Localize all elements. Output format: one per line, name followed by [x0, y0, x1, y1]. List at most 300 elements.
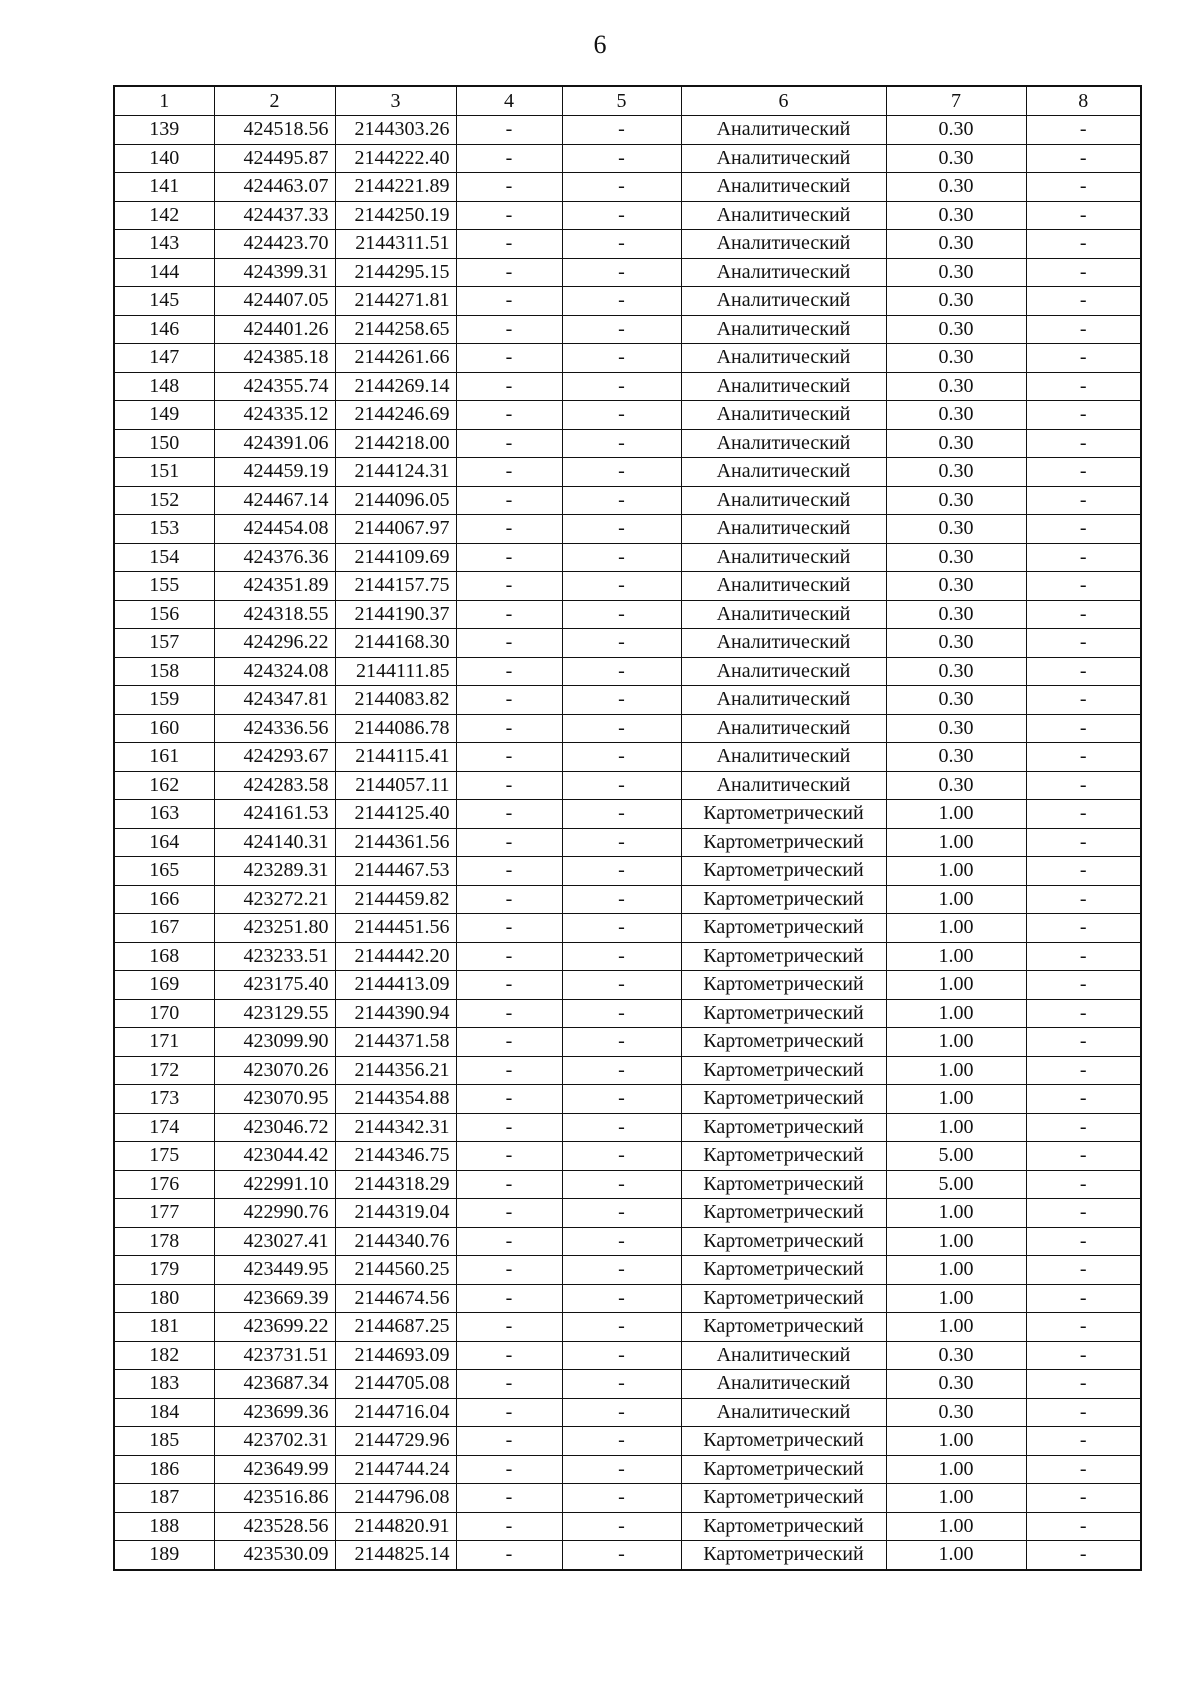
- column-4-cell: -: [456, 315, 562, 344]
- table-row: [114, 942, 1141, 971]
- y-coordinate-cell: 2144115.41: [335, 743, 456, 772]
- column-8-cell: -: [1026, 714, 1141, 743]
- column-4-cell: -: [456, 657, 562, 686]
- accuracy-cell: 0.30: [886, 401, 1026, 430]
- method-cell: Картометрический: [681, 1170, 886, 1199]
- accuracy-cell: 1.00: [886, 1541, 1026, 1570]
- table-row: [114, 1484, 1141, 1513]
- x-coordinate-cell: 424518.56: [214, 116, 335, 145]
- column-5-cell: -: [562, 1512, 681, 1541]
- column-8-cell: -: [1026, 1455, 1141, 1484]
- column-8-cell: -: [1026, 600, 1141, 629]
- method-cell: Аналитический: [681, 401, 886, 430]
- column-5-cell: -: [562, 372, 681, 401]
- method-cell: Аналитический: [681, 144, 886, 173]
- accuracy-cell: 1.00: [886, 857, 1026, 886]
- column-5-cell: -: [562, 1313, 681, 1342]
- column-4-cell: -: [456, 144, 562, 173]
- column-4-cell: -: [456, 1284, 562, 1313]
- point-number-cell: 140: [114, 144, 214, 173]
- method-cell: Аналитический: [681, 657, 886, 686]
- column-4-cell: -: [456, 572, 562, 601]
- point-number-cell: 167: [114, 914, 214, 943]
- method-cell: Аналитический: [681, 116, 886, 145]
- point-number-cell: 158: [114, 657, 214, 686]
- y-coordinate-cell: 2144067.97: [335, 515, 456, 544]
- column-5-cell: -: [562, 1256, 681, 1285]
- column-5-cell: -: [562, 857, 681, 886]
- point-number-cell: 186: [114, 1455, 214, 1484]
- x-coordinate-cell: 423272.21: [214, 885, 335, 914]
- method-cell: Картометрический: [681, 1484, 886, 1513]
- column-8-cell: -: [1026, 914, 1141, 943]
- method-cell: Аналитический: [681, 543, 886, 572]
- column-8-cell: -: [1026, 1398, 1141, 1427]
- column-5-cell: -: [562, 543, 681, 572]
- point-number-cell: 168: [114, 942, 214, 971]
- accuracy-cell: 0.30: [886, 686, 1026, 715]
- column-8-cell: -: [1026, 1170, 1141, 1199]
- point-number-cell: 144: [114, 258, 214, 287]
- column-4-cell: -: [456, 828, 562, 857]
- column-5-cell: -: [562, 1227, 681, 1256]
- y-coordinate-cell: 2144716.04: [335, 1398, 456, 1427]
- table-row: [114, 800, 1141, 829]
- column-5-cell: -: [562, 315, 681, 344]
- accuracy-cell: 0.30: [886, 173, 1026, 202]
- method-cell: Аналитический: [681, 629, 886, 658]
- y-coordinate-cell: 2144451.56: [335, 914, 456, 943]
- accuracy-cell: 1.00: [886, 1484, 1026, 1513]
- column-4-cell: -: [456, 857, 562, 886]
- method-cell: Картометрический: [681, 1113, 886, 1142]
- column-4-cell: -: [456, 942, 562, 971]
- point-number-cell: 171: [114, 1028, 214, 1057]
- column-5-cell: -: [562, 1427, 681, 1456]
- method-cell: Аналитический: [681, 1341, 886, 1370]
- y-coordinate-cell: 2144390.94: [335, 999, 456, 1028]
- accuracy-cell: 1.00: [886, 1028, 1026, 1057]
- accuracy-cell: 1.00: [886, 1199, 1026, 1228]
- point-number-cell: 170: [114, 999, 214, 1028]
- column-8-cell: -: [1026, 1284, 1141, 1313]
- method-cell: Картометрический: [681, 1085, 886, 1114]
- table-row: [114, 657, 1141, 686]
- column-5-cell: -: [562, 1113, 681, 1142]
- table-row: [114, 999, 1141, 1028]
- column-4-cell: -: [456, 1113, 562, 1142]
- y-coordinate-cell: 2144744.24: [335, 1455, 456, 1484]
- column-8-cell: -: [1026, 230, 1141, 259]
- point-number-cell: 169: [114, 971, 214, 1000]
- accuracy-cell: 0.30: [886, 629, 1026, 658]
- accuracy-cell: 1.00: [886, 914, 1026, 943]
- y-coordinate-cell: 2144413.09: [335, 971, 456, 1000]
- page-number: 6: [593, 30, 607, 59]
- accuracy-cell: 0.30: [886, 429, 1026, 458]
- column-4-cell: -: [456, 1341, 562, 1370]
- method-cell: Картометрический: [681, 885, 886, 914]
- y-coordinate-cell: 2144674.56: [335, 1284, 456, 1313]
- method-cell: Картометрический: [681, 1284, 886, 1313]
- accuracy-cell: 5.00: [886, 1142, 1026, 1171]
- method-cell: Аналитический: [681, 372, 886, 401]
- table-row: [114, 1256, 1141, 1285]
- point-number-cell: 179: [114, 1256, 214, 1285]
- method-cell: Картометрический: [681, 1142, 886, 1171]
- accuracy-cell: 1.00: [886, 1113, 1026, 1142]
- y-coordinate-cell: 2144311.51: [335, 230, 456, 259]
- column-5-cell: -: [562, 1085, 681, 1114]
- point-number-cell: 181: [114, 1313, 214, 1342]
- y-coordinate-cell: 2144467.53: [335, 857, 456, 886]
- table-row: [114, 1056, 1141, 1085]
- x-coordinate-cell: 424423.70: [214, 230, 335, 259]
- method-cell: Картометрический: [681, 1256, 886, 1285]
- x-coordinate-cell: 423702.31: [214, 1427, 335, 1456]
- point-number-cell: 177: [114, 1199, 214, 1228]
- column-8-cell: -: [1026, 458, 1141, 487]
- column-4-cell: -: [456, 1541, 562, 1570]
- accuracy-cell: 0.30: [886, 714, 1026, 743]
- accuracy-cell: 0.30: [886, 258, 1026, 287]
- method-cell: Картометрический: [681, 999, 886, 1028]
- table-row: [114, 116, 1141, 145]
- column-header-7: 7: [886, 86, 1026, 116]
- method-cell: Аналитический: [681, 686, 886, 715]
- table-row: [114, 287, 1141, 316]
- method-cell: Картометрический: [681, 971, 886, 1000]
- column-5-cell: -: [562, 344, 681, 373]
- column-5-cell: -: [562, 401, 681, 430]
- column-4-cell: -: [456, 885, 562, 914]
- column-8-cell: -: [1026, 1541, 1141, 1570]
- y-coordinate-cell: 2144250.19: [335, 201, 456, 230]
- point-number-cell: 139: [114, 116, 214, 145]
- y-coordinate-cell: 2144111.85: [335, 657, 456, 686]
- column-5-cell: -: [562, 1370, 681, 1399]
- x-coordinate-cell: 424437.33: [214, 201, 335, 230]
- point-number-cell: 174: [114, 1113, 214, 1142]
- table-row: [114, 743, 1141, 772]
- y-coordinate-cell: 2144096.05: [335, 486, 456, 515]
- table-row: [114, 1541, 1141, 1570]
- y-coordinate-cell: 2144125.40: [335, 800, 456, 829]
- x-coordinate-cell: 424401.26: [214, 315, 335, 344]
- accuracy-cell: 0.30: [886, 116, 1026, 145]
- y-coordinate-cell: 2144729.96: [335, 1427, 456, 1456]
- y-coordinate-cell: 2144342.31: [335, 1113, 456, 1142]
- method-cell: Картометрический: [681, 1227, 886, 1256]
- column-4-cell: -: [456, 629, 562, 658]
- x-coordinate-cell: 423289.31: [214, 857, 335, 886]
- column-header-2: 2: [214, 86, 335, 116]
- y-coordinate-cell: 2144295.15: [335, 258, 456, 287]
- x-coordinate-cell: 423649.99: [214, 1455, 335, 1484]
- x-coordinate-cell: 423233.51: [214, 942, 335, 971]
- accuracy-cell: 1.00: [886, 1455, 1026, 1484]
- y-coordinate-cell: 2144303.26: [335, 116, 456, 145]
- column-5-cell: -: [562, 629, 681, 658]
- column-5-cell: -: [562, 714, 681, 743]
- y-coordinate-cell: 2144340.76: [335, 1227, 456, 1256]
- column-8-cell: -: [1026, 144, 1141, 173]
- method-cell: Картометрический: [681, 1455, 886, 1484]
- x-coordinate-cell: 424293.67: [214, 743, 335, 772]
- column-8-cell: -: [1026, 800, 1141, 829]
- point-number-cell: 157: [114, 629, 214, 658]
- point-number-cell: 153: [114, 515, 214, 544]
- column-4-cell: -: [456, 173, 562, 202]
- accuracy-cell: 1.00: [886, 1056, 1026, 1085]
- column-8-cell: -: [1026, 429, 1141, 458]
- accuracy-cell: 1.00: [886, 1227, 1026, 1256]
- column-8-cell: -: [1026, 1512, 1141, 1541]
- accuracy-cell: 1.00: [886, 971, 1026, 1000]
- point-number-cell: 156: [114, 600, 214, 629]
- column-5-cell: -: [562, 515, 681, 544]
- x-coordinate-cell: 424351.89: [214, 572, 335, 601]
- point-number-cell: 176: [114, 1170, 214, 1199]
- table-row: [114, 857, 1141, 886]
- accuracy-cell: 1.00: [886, 1427, 1026, 1456]
- column-8-cell: -: [1026, 572, 1141, 601]
- table-row: [114, 971, 1141, 1000]
- accuracy-cell: 0.30: [886, 144, 1026, 173]
- x-coordinate-cell: 424161.53: [214, 800, 335, 829]
- y-coordinate-cell: 2144318.29: [335, 1170, 456, 1199]
- x-coordinate-cell: 424296.22: [214, 629, 335, 658]
- accuracy-cell: 1.00: [886, 800, 1026, 829]
- y-coordinate-cell: 2144258.65: [335, 315, 456, 344]
- point-number-cell: 180: [114, 1284, 214, 1313]
- accuracy-cell: 1.00: [886, 1256, 1026, 1285]
- y-coordinate-cell: 2144354.88: [335, 1085, 456, 1114]
- x-coordinate-cell: 424463.07: [214, 173, 335, 202]
- column-header-1: 1: [114, 86, 214, 116]
- point-number-cell: 145: [114, 287, 214, 316]
- method-cell: Аналитический: [681, 743, 886, 772]
- column-8-cell: -: [1026, 401, 1141, 430]
- column-8-cell: -: [1026, 1056, 1141, 1085]
- point-number-cell: 172: [114, 1056, 214, 1085]
- y-coordinate-cell: 2144246.69: [335, 401, 456, 430]
- column-8-cell: -: [1026, 1028, 1141, 1057]
- table-row: [114, 372, 1141, 401]
- accuracy-cell: 0.30: [886, 458, 1026, 487]
- column-8-cell: -: [1026, 828, 1141, 857]
- x-coordinate-cell: 423699.36: [214, 1398, 335, 1427]
- column-5-cell: -: [562, 885, 681, 914]
- table-row: [114, 600, 1141, 629]
- column-5-cell: -: [562, 173, 681, 202]
- accuracy-cell: 1.00: [886, 1284, 1026, 1313]
- x-coordinate-cell: 424347.81: [214, 686, 335, 715]
- column-8-cell: -: [1026, 999, 1141, 1028]
- point-number-cell: 155: [114, 572, 214, 601]
- table-row: [114, 458, 1141, 487]
- column-5-cell: -: [562, 1142, 681, 1171]
- column-8-cell: -: [1026, 1085, 1141, 1114]
- column-8-cell: -: [1026, 1199, 1141, 1228]
- accuracy-cell: 0.30: [886, 372, 1026, 401]
- column-5-cell: -: [562, 1455, 681, 1484]
- column-5-cell: -: [562, 657, 681, 686]
- x-coordinate-cell: 424140.31: [214, 828, 335, 857]
- method-cell: Аналитический: [681, 1370, 886, 1399]
- column-4-cell: -: [456, 771, 562, 800]
- x-coordinate-cell: 424467.14: [214, 486, 335, 515]
- column-8-cell: -: [1026, 629, 1141, 658]
- accuracy-cell: 0.30: [886, 600, 1026, 629]
- method-cell: Аналитический: [681, 572, 886, 601]
- column-4-cell: -: [456, 258, 562, 287]
- table-row: [114, 230, 1141, 259]
- column-5-cell: -: [562, 429, 681, 458]
- point-number-cell: 150: [114, 429, 214, 458]
- accuracy-cell: 0.30: [886, 287, 1026, 316]
- method-cell: Аналитический: [681, 173, 886, 202]
- column-4-cell: -: [456, 458, 562, 487]
- column-4-cell: -: [456, 1085, 562, 1114]
- column-5-cell: -: [562, 686, 681, 715]
- accuracy-cell: 0.30: [886, 771, 1026, 800]
- column-8-cell: -: [1026, 771, 1141, 800]
- point-number-cell: 183: [114, 1370, 214, 1399]
- column-5-cell: -: [562, 572, 681, 601]
- accuracy-cell: 0.30: [886, 515, 1026, 544]
- y-coordinate-cell: 2144271.81: [335, 287, 456, 316]
- point-number-cell: 151: [114, 458, 214, 487]
- column-4-cell: -: [456, 1056, 562, 1085]
- table-row: [114, 885, 1141, 914]
- x-coordinate-cell: 424335.12: [214, 401, 335, 430]
- method-cell: Картометрический: [681, 1028, 886, 1057]
- accuracy-cell: 0.30: [886, 1398, 1026, 1427]
- accuracy-cell: 1.00: [886, 1313, 1026, 1342]
- coordinates-table: [113, 85, 1142, 1571]
- column-5-cell: -: [562, 1284, 681, 1313]
- method-cell: Картометрический: [681, 800, 886, 829]
- point-number-cell: 148: [114, 372, 214, 401]
- column-header-4: 4: [456, 86, 562, 116]
- column-5-cell: -: [562, 1398, 681, 1427]
- table-row: [114, 1455, 1141, 1484]
- x-coordinate-cell: 424454.08: [214, 515, 335, 544]
- y-coordinate-cell: 2144124.31: [335, 458, 456, 487]
- accuracy-cell: 0.30: [886, 1341, 1026, 1370]
- column-5-cell: -: [562, 1541, 681, 1570]
- column-4-cell: -: [456, 201, 562, 230]
- column-4-cell: -: [456, 971, 562, 1000]
- column-5-cell: -: [562, 486, 681, 515]
- method-cell: Картометрический: [681, 1427, 886, 1456]
- column-8-cell: -: [1026, 515, 1141, 544]
- column-4-cell: -: [456, 800, 562, 829]
- column-8-cell: -: [1026, 1227, 1141, 1256]
- table-row: [114, 572, 1141, 601]
- column-5-cell: -: [562, 743, 681, 772]
- column-header-6: 6: [681, 86, 886, 116]
- column-5-cell: -: [562, 144, 681, 173]
- y-coordinate-cell: 2144083.82: [335, 686, 456, 715]
- y-coordinate-cell: 2144190.37: [335, 600, 456, 629]
- column-5-cell: -: [562, 999, 681, 1028]
- column-4-cell: -: [456, 1484, 562, 1513]
- x-coordinate-cell: 424283.58: [214, 771, 335, 800]
- y-coordinate-cell: 2144820.91: [335, 1512, 456, 1541]
- column-4-cell: -: [456, 1256, 562, 1285]
- table-row: [114, 1113, 1141, 1142]
- x-coordinate-cell: 424355.74: [214, 372, 335, 401]
- table-row: [114, 1170, 1141, 1199]
- y-coordinate-cell: 2144222.40: [335, 144, 456, 173]
- x-coordinate-cell: 423099.90: [214, 1028, 335, 1057]
- point-number-cell: 149: [114, 401, 214, 430]
- column-8-cell: -: [1026, 315, 1141, 344]
- column-8-cell: -: [1026, 1142, 1141, 1171]
- column-4-cell: -: [456, 1370, 562, 1399]
- column-8-cell: -: [1026, 1113, 1141, 1142]
- x-coordinate-cell: 423070.95: [214, 1085, 335, 1114]
- point-number-cell: 147: [114, 344, 214, 373]
- table-row: [114, 401, 1141, 430]
- y-coordinate-cell: 2144346.75: [335, 1142, 456, 1171]
- table-header-row: [114, 86, 1141, 116]
- method-cell: Аналитический: [681, 201, 886, 230]
- table-row: [114, 1370, 1141, 1399]
- column-5-cell: -: [562, 116, 681, 145]
- column-5-cell: -: [562, 1056, 681, 1085]
- method-cell: Аналитический: [681, 344, 886, 373]
- table-row: [114, 1512, 1141, 1541]
- column-5-cell: -: [562, 914, 681, 943]
- table-row: [114, 515, 1141, 544]
- accuracy-cell: 1.00: [886, 1512, 1026, 1541]
- point-number-cell: 188: [114, 1512, 214, 1541]
- x-coordinate-cell: 423129.55: [214, 999, 335, 1028]
- x-coordinate-cell: 423044.42: [214, 1142, 335, 1171]
- point-number-cell: 141: [114, 173, 214, 202]
- column-8-cell: -: [1026, 287, 1141, 316]
- accuracy-cell: 1.00: [886, 885, 1026, 914]
- x-coordinate-cell: 423530.09: [214, 1541, 335, 1570]
- column-5-cell: -: [562, 1341, 681, 1370]
- column-8-cell: -: [1026, 1256, 1141, 1285]
- method-cell: Аналитический: [681, 258, 886, 287]
- column-8-cell: -: [1026, 857, 1141, 886]
- x-coordinate-cell: 423046.72: [214, 1113, 335, 1142]
- y-coordinate-cell: 2144157.75: [335, 572, 456, 601]
- column-8-cell: -: [1026, 1427, 1141, 1456]
- accuracy-cell: 0.30: [886, 230, 1026, 259]
- table-row: [114, 201, 1141, 230]
- column-8-cell: -: [1026, 1341, 1141, 1370]
- column-8-cell: -: [1026, 173, 1141, 202]
- column-8-cell: -: [1026, 1313, 1141, 1342]
- column-5-cell: -: [562, 1199, 681, 1228]
- x-coordinate-cell: 424459.19: [214, 458, 335, 487]
- column-8-cell: -: [1026, 1370, 1141, 1399]
- accuracy-cell: 1.00: [886, 1085, 1026, 1114]
- table-row: [114, 1085, 1141, 1114]
- column-4-cell: -: [456, 344, 562, 373]
- x-coordinate-cell: 423731.51: [214, 1341, 335, 1370]
- column-4-cell: -: [456, 1313, 562, 1342]
- table-row: [114, 1142, 1141, 1171]
- method-cell: Картометрический: [681, 914, 886, 943]
- point-number-cell: 164: [114, 828, 214, 857]
